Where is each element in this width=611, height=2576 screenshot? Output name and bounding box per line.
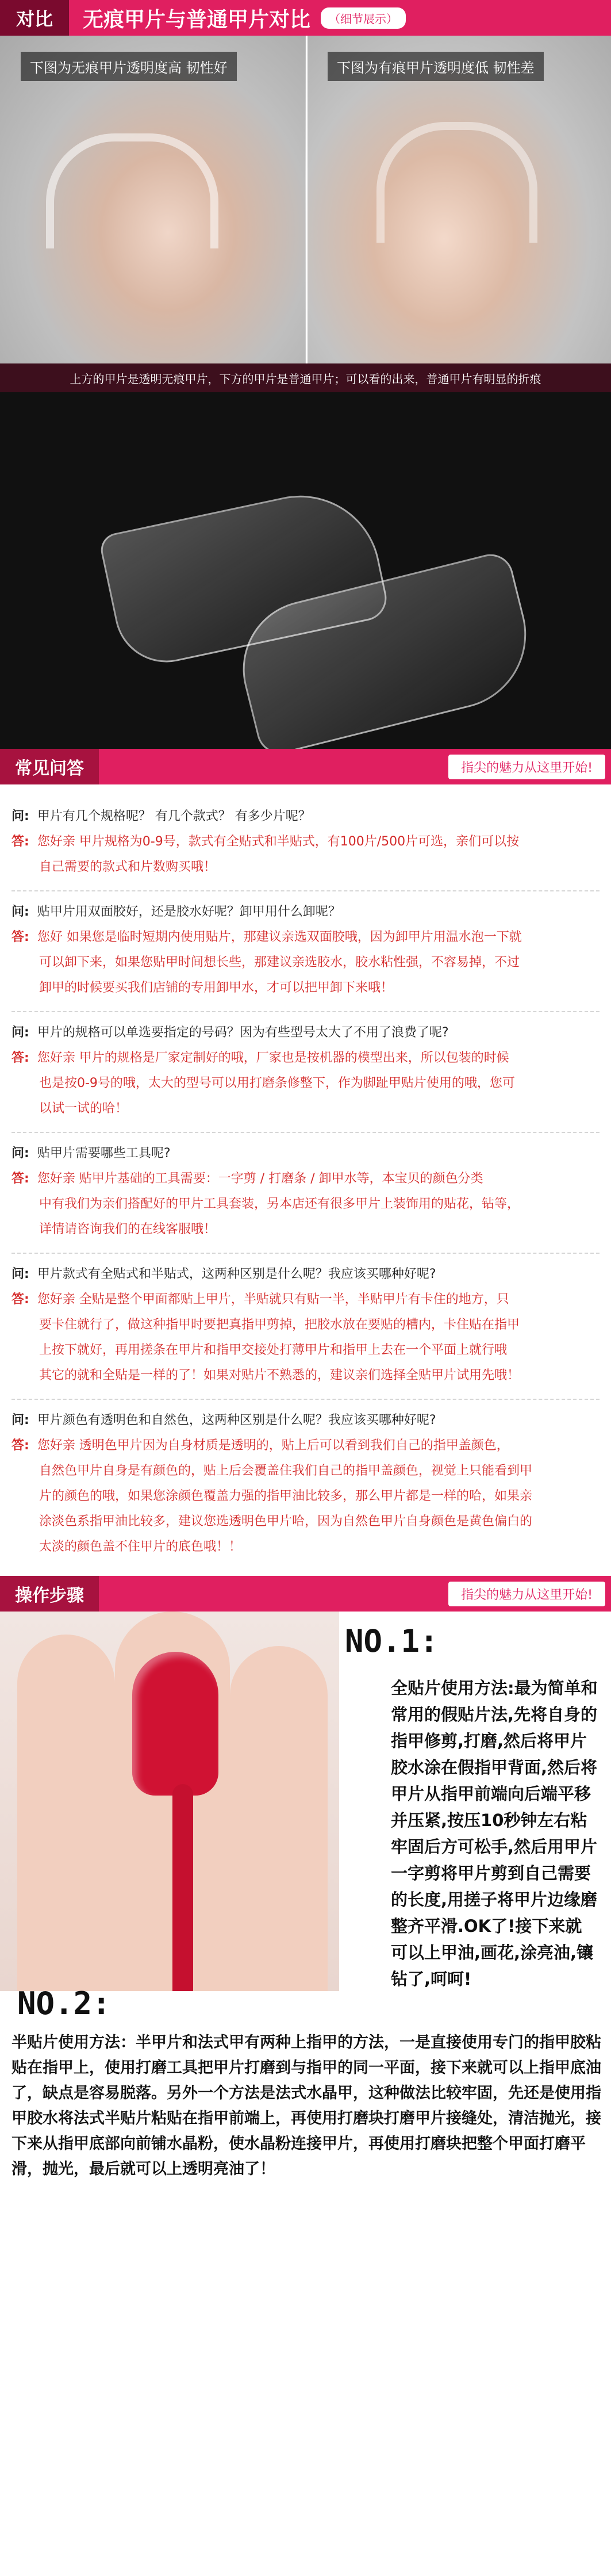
faq-answer: 答: 您好 如果您是临时短期内使用贴片，那建议亲选双面胶哦，因为卸甲片用温水泡一下就 可以卸下来，如果您贴甲时间想长些，那建议亲选胶水，胶水粘性强，不容易掉，不过 卸甲的时候要买我们店铺的专用卸甲水，才可以把甲卸下来哦！ — [11, 930, 522, 995]
steps-slogan: 指尖的魅力从这里开始! — [448, 1582, 605, 1606]
faq-slogan: 指尖的魅力从这里开始! — [448, 755, 605, 779]
faq-answer: 答: 您好亲 甲片规格为0-9号，款式有全贴式和半贴式，有100片/500片可选，亲们可以按 自己需要的款式和片数购买哦！ — [11, 835, 520, 874]
red-nail — [132, 1652, 218, 1796]
steps-header — [0, 1576, 611, 1612]
faq-header — [0, 749, 611, 784]
faq-list — [0, 784, 611, 1576]
faq-answer: 答: 您好亲 贴甲片基础的工具需要：一字剪 / 打磨条 / 卸甲水等，本宝贝的颜色分类 中有我们为亲们搭配好的甲片工具套装，另本店还有很多甲片上装饰用的贴花，钻等， 详情请咨询我们的在线客服哦！ — [11, 1172, 520, 1237]
faq-question: 问: 甲片有几个规格呢？ 有几个款式？ 有多少片呢？ — [11, 809, 311, 824]
comparison-caption: 上方的甲片是透明无痕甲片，下方的甲片是普通甲片；可以看的出来，普通甲片有明显的折痕 — [0, 363, 611, 392]
faq-title: 常见问答 — [0, 749, 99, 784]
step-1-number: NO.1: — [345, 1623, 439, 1659]
faq-question: 问: 甲片的规格可以单选要指定的号码？因为有些型号太大了不用了浪费了呢? — [11, 1025, 449, 1040]
nail-tip-photo — [0, 392, 611, 749]
comparison-photo — [0, 36, 611, 392]
faq-question: 问: 贴甲片用双面胶好，还是胶水好呢？卸甲用什么卸呢？ — [11, 905, 341, 919]
step-1-text: 全贴片使用方法:最为简单和常用的假贴片法,先将自身的指甲修剪,打磨,然后将甲片胶水涂在假指甲背面,然后将甲片从指甲前端向后端平移并压紧,按压10秒钟左右粘牢固后方可松手,然后用甲片一字剪将甲片剪到自己需要的长度,用搓子将甲片边缘磨整齐平滑.OK了!接下来就可以上甲油,画花,涂亮油,镶钻了,呵呵! — [391, 1678, 598, 1989]
right-finger-image — [306, 36, 611, 363]
left-finger-image — [0, 36, 305, 363]
faq-item — [11, 891, 600, 1012]
faq-answer: 答: 您好亲 甲片的规格是厂家定制好的哦，厂家也是按机器的模型出来，所以包装的时候 也是按0-9号的哦，太大的型号可以用打磨条修整下，作为脚趾甲贴片使用的哦，您可 以试一试的哈！ — [11, 1051, 515, 1116]
faq-answer: 答: 您好亲 透明色甲片因为自身材质是透明的，贴上后可以看到我们自己的指甲盖颜色， 自然色甲片自身是有颜色的，贴上后会覆盖住我们自己的指甲盖颜色，视觉上只能看到甲 片的颜色的哦，如果您涂颜色覆盖力强的指甲油比较多，那么甲片都是一样的哈，如果亲 涂淡色系指甲油比较多，建议您选透明色甲片哈，因为自然色甲片自身颜色是黄色偏白的 太淡的颜色盖不住甲片的底色哦！！ — [11, 1438, 533, 1554]
steps-content — [0, 1612, 611, 2250]
compare-title: 无痕甲片与普通甲片对比 — [83, 7, 311, 32]
faq-item — [11, 1254, 600, 1400]
faq-item — [11, 1400, 600, 1570]
faq-question: 问: 甲片颜色有透明色和自然色，这两种区别是什么呢？我应该买哪种好呢? — [11, 1413, 436, 1427]
compare-header — [0, 0, 611, 36]
right-photo-tag: 下图为有痕甲片透明度低 韧性差 — [328, 52, 544, 81]
step-2-text: 半贴片使用方法：半甲片和法式甲有两种上指甲的方法，一是直接使用专门的指甲胶粘贴在指甲上，使用打磨工具把甲片打磨到与指甲的同一平面，接下来就可以上指甲底油了，缺点是容易脱落。另外一个方法是法式水晶甲，这种做法比较牢固，先还是使用指甲胶水将法式半贴片粘贴在指甲前端上，再使用打磨块打磨甲片接缝处，清洁抛光，接下来从指甲底部向前铺水晶粉，使水晶粉连接甲片，再使用打磨块把整个甲面打磨平滑，抛光，最后就可以上透明亮油了！ — [11, 2034, 601, 2178]
faq-item — [11, 796, 600, 891]
faq-item — [11, 1133, 600, 1254]
faq-question: 问: 贴甲片需要哪些工具呢? — [11, 1146, 171, 1161]
compare-label: 对比 — [0, 0, 69, 36]
faq-item — [11, 1012, 600, 1133]
faq-answer: 答: 您好亲 全贴是整个甲面都贴上甲片，半贴就只有贴一半，半贴甲片有卡住的地方，只 要卡住就行了，做这种指甲时要把真指甲剪掉，把胶水放在要贴的槽内，卡住贴在指甲 上按下就好，再用搓条在甲片和指甲交接处打薄甲片和指甲上去在一个平面上就行哦 其它的就和全贴是一样的了！如果对贴片不熟悉的，建议亲们选择全贴甲片试用先哦！ — [11, 1292, 520, 1383]
steps-title: 操作步骤 — [0, 1576, 99, 1612]
hand-photo — [0, 1612, 339, 1991]
polish-brush — [172, 1784, 193, 1991]
left-photo-tag: 下图为无痕甲片透明度高 韧性好 — [21, 52, 237, 81]
faq-question: 问: 甲片款式有全贴式和半贴式，这两种区别是什么呢？我应该买哪种好呢? — [11, 1267, 436, 1281]
compare-subtitle: （细节展示） — [321, 7, 406, 29]
step-2-number: NO.2: — [17, 1985, 111, 2022]
